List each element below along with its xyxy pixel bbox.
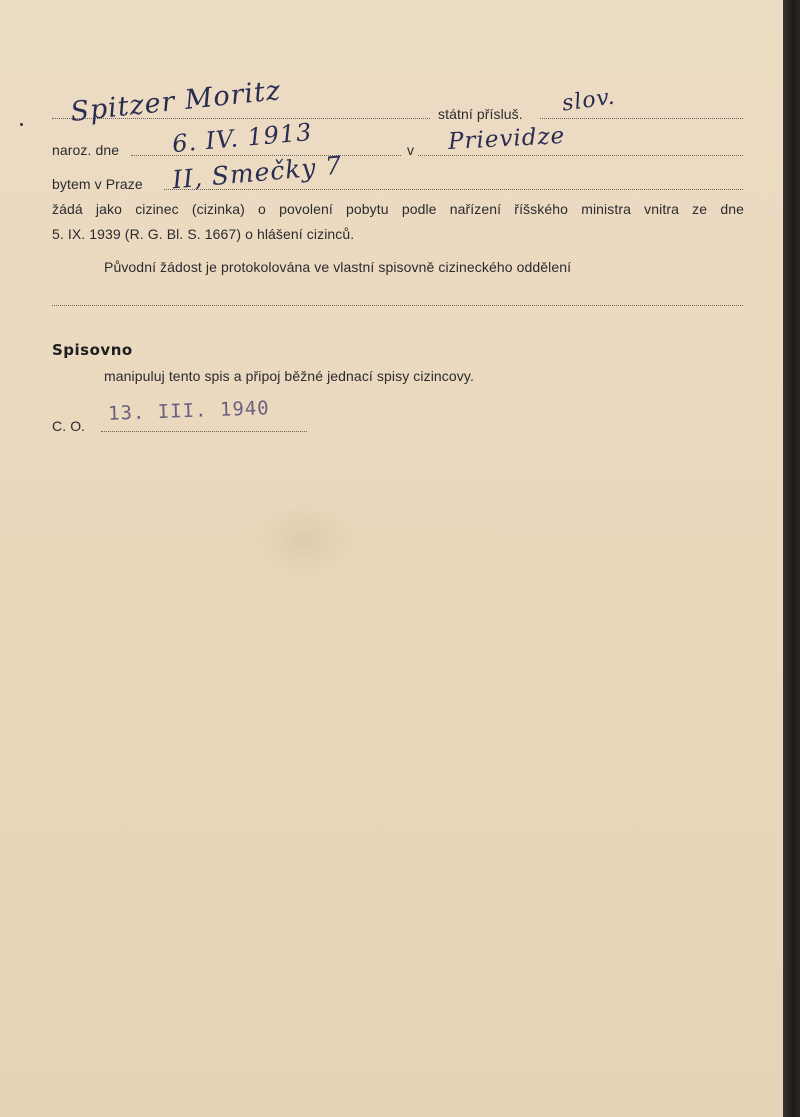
born-date-handwritten: 6. IV. 1913 [171, 117, 314, 159]
original-request-note: Původní žádost je protokolována ve vlastní spisovně cizineckého oddělení [104, 259, 572, 275]
born-place-handwritten: Prievidze [447, 122, 566, 156]
born-date-line [131, 155, 401, 156]
scan-edge [783, 0, 800, 1117]
co-line [101, 431, 307, 432]
nationality-line [540, 118, 743, 119]
born-in-label: v [407, 142, 415, 158]
co-label: C. O. [52, 418, 86, 434]
born-label: naroz. dne [52, 142, 120, 158]
residence-handwritten: II, Smečky 7 [171, 150, 344, 195]
nationality-label: státní přísluš. [438, 106, 523, 122]
separator-line [52, 305, 743, 306]
registry-instruction: manipuluj tento spis a připoj běžné jednací spisy cizincovy. [104, 368, 474, 384]
residence-label: bytem v Praze [52, 176, 143, 192]
request-line-2: 5. IX. 1939 (R. G. Bl. S. 1667) o hlášení cizinců. [52, 226, 355, 242]
request-line-1: žádá jako cizinec (cizinka) o povolení pobytu podle nařízení říšského ministra vnitra ze dne [52, 201, 744, 217]
date-stamp: 13. III. 1940 [107, 397, 271, 425]
nationality-handwritten: slov. [560, 84, 617, 117]
residence-line [164, 189, 743, 190]
margin-dot [20, 123, 23, 126]
name-handwritten: Spitzer Moritz [68, 75, 283, 128]
paper-stain [250, 500, 360, 580]
born-place-line [418, 155, 743, 156]
registry-heading: Spisovno [52, 341, 133, 359]
